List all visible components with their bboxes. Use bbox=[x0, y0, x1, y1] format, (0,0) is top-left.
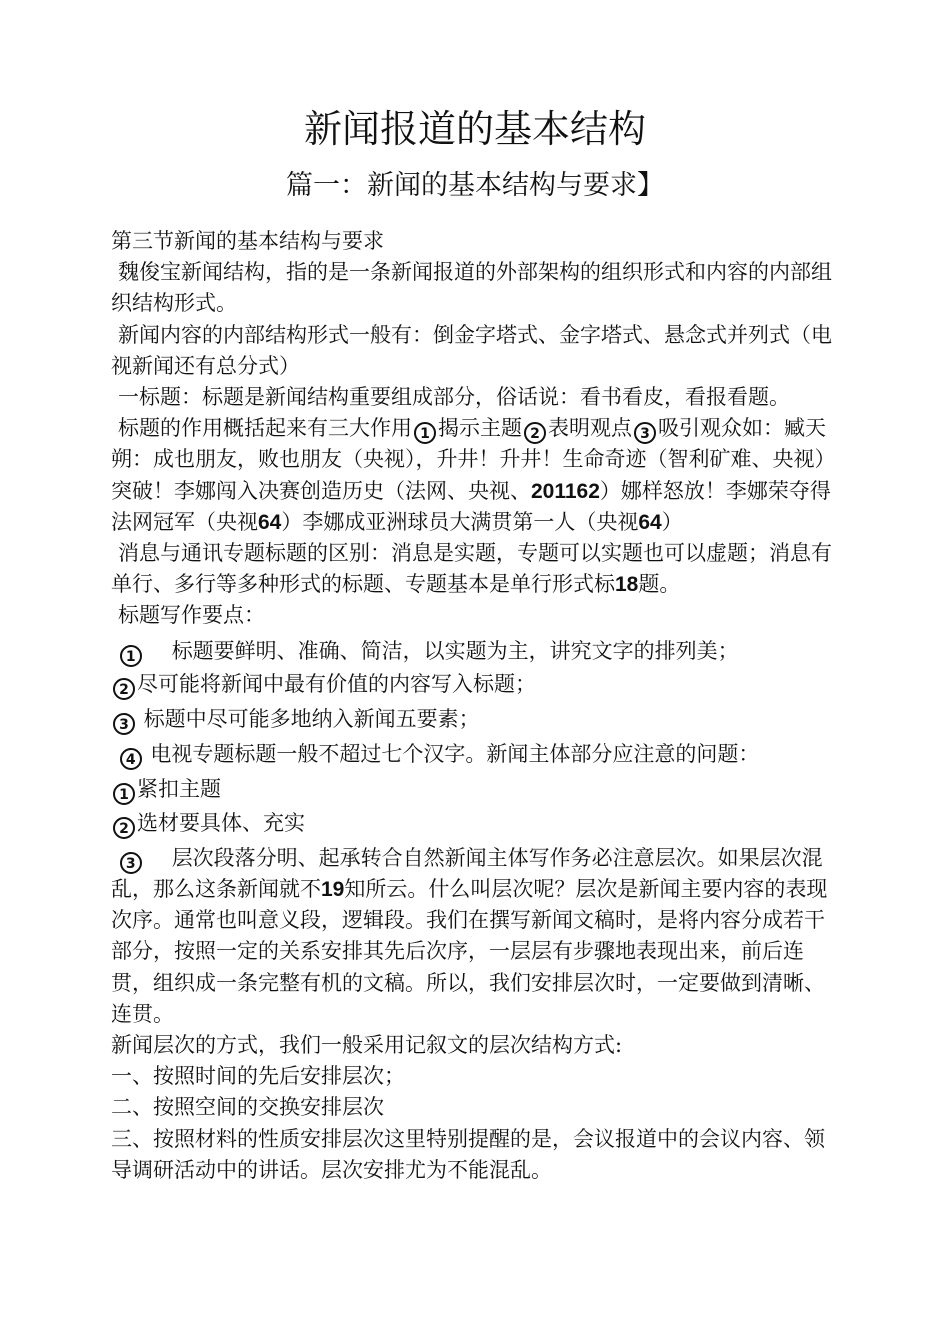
text-run: 消息与通讯专题标题的区别：消息是实题，专题可以实题也可以虚题；消息有单行、多行等多种形式的标题、专题基本是单行形式标 bbox=[111, 541, 832, 597]
number-run: 64 bbox=[638, 510, 662, 534]
number-run: 19 bbox=[321, 878, 345, 902]
paragraph-structure-definition: 魏俊宝新闻结构，指的是一条新闻报道的外部架构的组织形式和内容的内部组织结构形式。 bbox=[111, 260, 832, 316]
text-run: ）李娜成亚洲球员大满贯第一人（央视 bbox=[281, 509, 639, 534]
list-item-point-2 bbox=[111, 669, 841, 700]
paragraph-writing-points: 标题写作要点： bbox=[118, 603, 265, 628]
circled-number-3: 3 bbox=[120, 852, 142, 874]
number-run: 201162 bbox=[531, 479, 600, 503]
circled-number-3: 3 bbox=[634, 422, 656, 444]
text-run: 紧扣主题 bbox=[137, 777, 221, 802]
paragraph-layer-methods: 新闻层次的方式，我们一般采用记叙文的层次结构方式: bbox=[111, 1033, 623, 1058]
text-run: 层次段落分明、起承转合自然新闻主体写作务必注意层次。如果层次混乱，那么这条新闻就不 bbox=[111, 845, 823, 902]
list-item-body-1 bbox=[111, 774, 841, 805]
list-item-point-1 bbox=[111, 636, 841, 667]
text-run: ） bbox=[661, 509, 683, 534]
paragraph-title-intro: 一标题：标题是新闻结构重要组成部分，俗话说：看书看皮，看报看题。 bbox=[118, 385, 790, 410]
circled-number-2: 2 bbox=[113, 678, 135, 700]
document-subtitle: 篇一：新闻的基本结构与要求】 bbox=[286, 170, 664, 201]
text-run: ）娜样怒放！李娜荣夺得法网冠军（央视 bbox=[111, 478, 831, 534]
list-item-point-3 bbox=[111, 704, 841, 735]
text-run: 标题的作用概括起来有三大作用 bbox=[118, 416, 412, 441]
paragraph-internal-forms: 新闻内容的内部结构形式一般有：倒金字塔式、金字塔式、悬念式并列式（电视新闻还有总分式） bbox=[111, 322, 832, 378]
number-run: 64 bbox=[258, 510, 282, 534]
circled-number-1: 1 bbox=[120, 645, 142, 667]
text-run: 选材要具体、充实 bbox=[137, 810, 305, 835]
list-item-point-4 bbox=[111, 739, 841, 770]
text-run: 题。 bbox=[638, 572, 681, 597]
circled-number-2: 2 bbox=[113, 817, 135, 839]
circled-number-1: 1 bbox=[113, 783, 135, 805]
text-run: 吸引观众如：臧天朔：成也朋友，败也朋友（央视），升井！升井！生命奇迹（智利矿难、央视）突破！李娜闯入决赛创造历史（法网、央视、 bbox=[111, 416, 836, 503]
circled-number-3: 3 bbox=[113, 713, 135, 735]
section-heading: 第三节新闻的基本结构与要求 bbox=[111, 229, 384, 253]
list-item-body-3 bbox=[111, 843, 841, 1030]
text-run: 标题中尽可能多地纳入新闻五要素； bbox=[143, 707, 480, 732]
text-run: 知所云。什么叫层次呢？层次是新闻主要内容的表现次序。通常也叫意义段，逻辑段。我们在撰写新闻文稿时，是将内容分成若干部分，按照一定的关系安排其先后次序，一层层有步骤地表现出来，前后连贯，组织成一条完整有机的文稿。所以，我们安排层次时，一定要做到清晰、连贯。 bbox=[111, 877, 828, 1026]
paragraph-title-difference bbox=[111, 538, 841, 600]
circled-number-4: 4 bbox=[120, 748, 142, 770]
text-run: 标题要鲜明、准确、简洁，以实题为主，讲究文字的排列美； bbox=[171, 638, 739, 663]
document-title: 新闻报道的基本结构 bbox=[303, 107, 646, 151]
text-run: 表明观点 bbox=[548, 416, 632, 441]
list-item-body-2 bbox=[111, 808, 841, 839]
list-item-method-1: 一、按照时间的先后安排层次； bbox=[111, 1064, 405, 1089]
list-item-method-2: 二、按照空间的交换安排层次 bbox=[111, 1095, 384, 1120]
document-body bbox=[111, 226, 841, 1186]
text-run: 揭示主题 bbox=[438, 416, 522, 441]
list-item-method-3: 三、按照材料的性质安排层次这里特别提醒的是，会议报道中的会议内容、领导调研活动中的讲话。层次安排尤为不能混乱。 bbox=[111, 1126, 825, 1182]
text-run: 电视专题标题一般不超过七个汉字。新闻主体部分应注意的问题： bbox=[150, 742, 760, 767]
number-run: 18 bbox=[615, 573, 639, 597]
circled-number-2: 2 bbox=[524, 422, 546, 444]
text-run: 尽可能将新闻中最有价值的内容写入标题； bbox=[137, 671, 536, 696]
circled-number-1: 1 bbox=[414, 422, 436, 444]
paragraph-title-functions bbox=[111, 413, 841, 538]
